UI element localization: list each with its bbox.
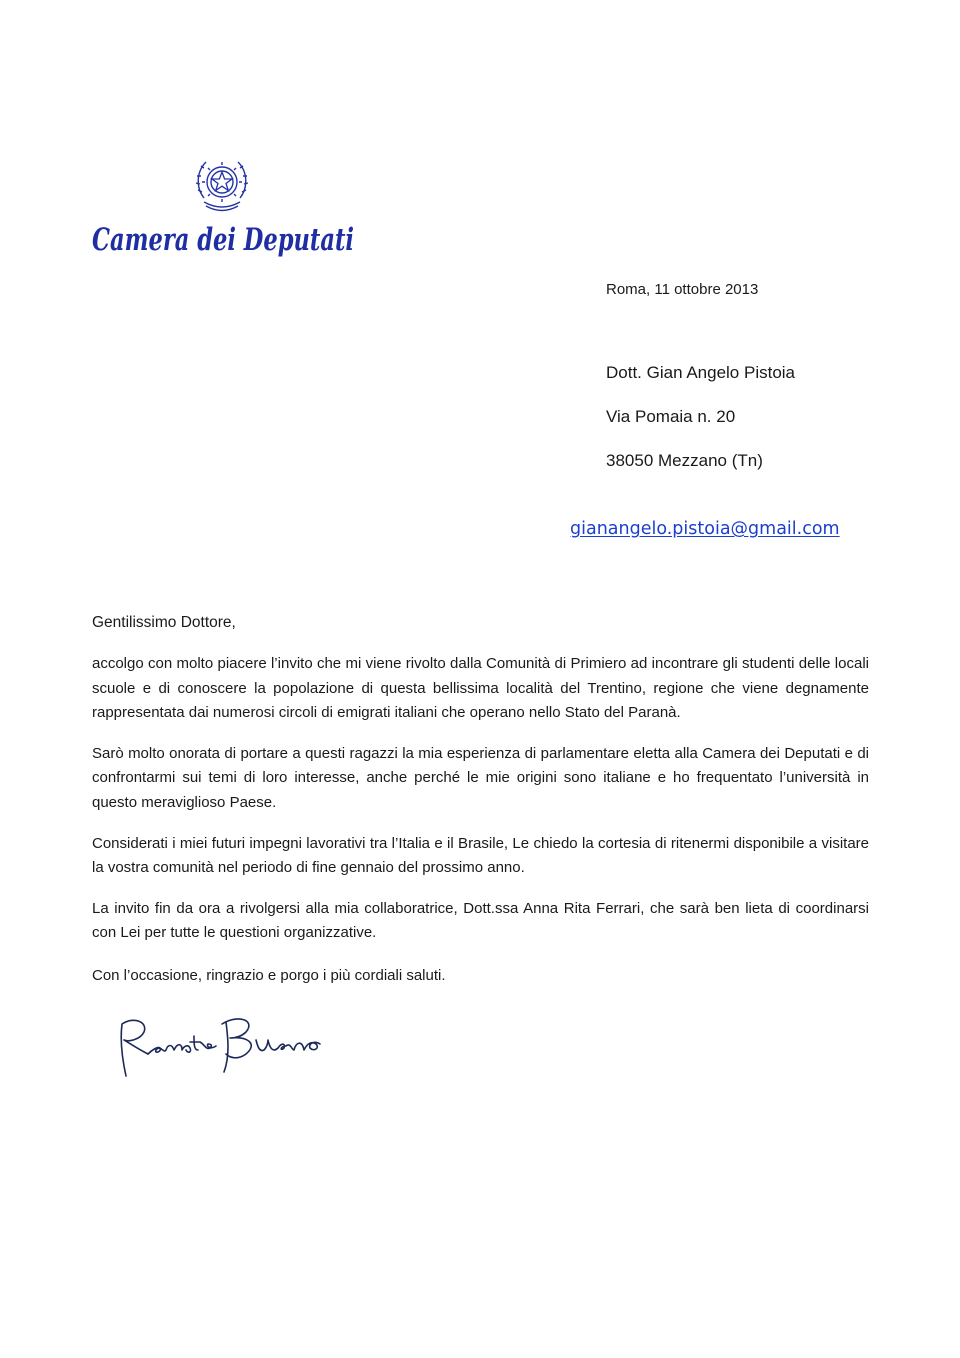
letter-body [92, 652, 869, 962]
recipient-address [606, 361, 795, 493]
institution-logotype [90, 214, 360, 264]
paragraph: Sarò molto onorata di portare a questi ragazzi la mia esperienza di parlamentare eletta alla Camera dei Deputati e di confrontarmi sui temi di loro interesse, anche perché le mie origini sono italiane e ho frequentato l’università in questo meraviglioso Paese. [92, 744, 869, 811]
paragraph: La invito fin da ora a rivolgersi alla mia collaboratrice, Dott.ssa Anna Rita Ferrari, che sarà ben lieta di coordinarsi con Lei per tutte le questioni organizzative. [92, 899, 869, 942]
closing-line: Con l’occasione, ringrazio e porgo i più cordiali saluti. [92, 967, 446, 984]
recipient-name: Dott. Gian Angelo Pistoia [606, 363, 796, 382]
letter-date: Roma, 11 ottobre 2013 [606, 281, 759, 298]
paragraph: accolgo con molto piacere l’invito che mi viene rivolto dalla Comunità di Primiero ad incontrare gli studenti delle locali scuole e di conoscere la popolazione di questa bellissima località del Trentino, regione che viene degnamente rappresentata dai numerosi circoli di emigrati italiani che operano nello Stato del Paranà. [92, 655, 869, 722]
recipient-city: 38050 Mezzano (Tn) [606, 451, 763, 470]
institution-name: Camera dei Deputati [92, 222, 354, 258]
recipient-street: Via Pomaia n. 20 [606, 407, 736, 426]
recipient-email-link[interactable]: gianangelo.pistoia@gmail.com [570, 519, 840, 539]
paragraph: Considerati i miei futuri impegni lavorativi tra l’Italia e il Brasile, Le chiedo la cortesia di ritenermi disponibile a visitare la vostra comunità nel periodo di fine gennaio del prossimo anno. [92, 834, 869, 877]
italian-republic-emblem-icon [194, 152, 250, 218]
handwritten-signature [108, 1010, 348, 1090]
salutation: Gentilissimo Dottore, [92, 614, 236, 631]
letterhead [90, 152, 360, 264]
